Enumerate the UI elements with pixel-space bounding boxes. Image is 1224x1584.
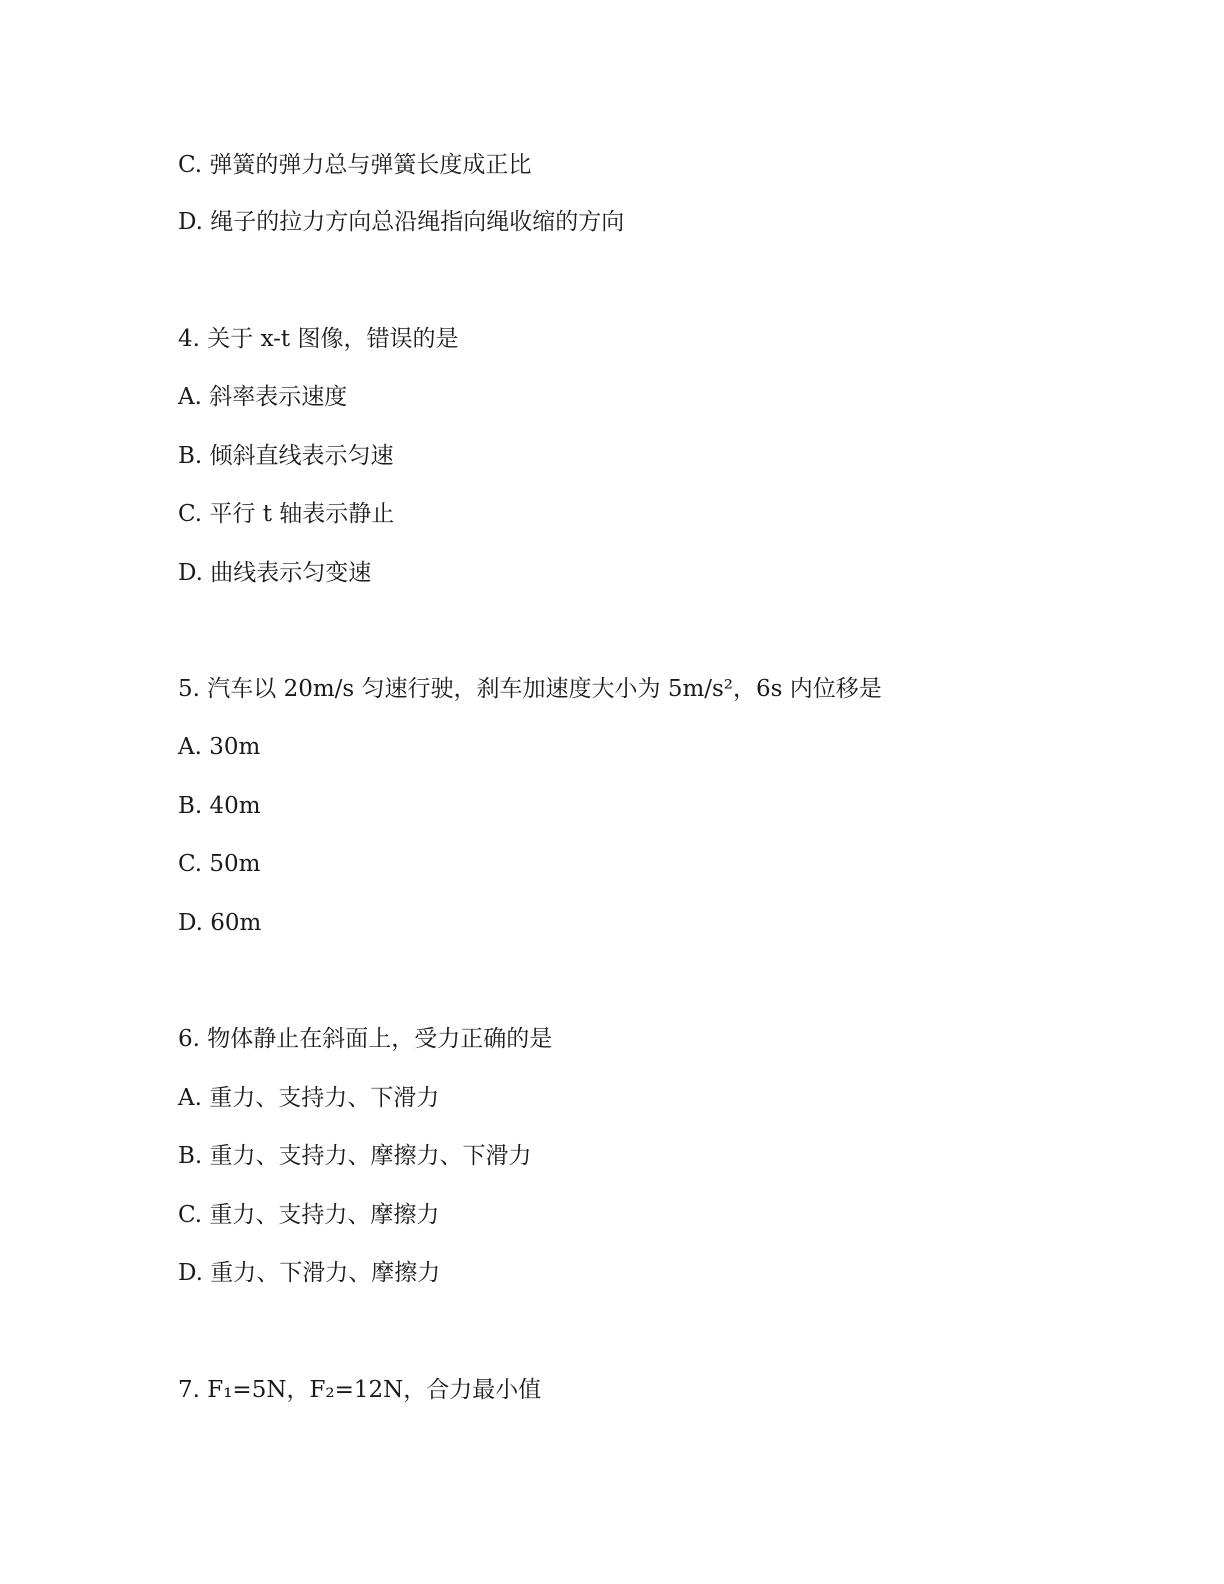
option-b-q5: B. 40m [178,793,261,819]
option-d-q5: D. 60m [178,910,262,936]
question-7: 7. F₁=5N，F₂=12N，合力最小值 [178,1377,542,1403]
option-c-q4: C. 平行 t 轴表示静止 [178,501,395,527]
question-6: 6. 物体静止在斜面上，受力正确的是 [178,1026,553,1052]
option-b-q4: B. 倾斜直线表示匀速 [178,443,394,469]
option-a-q6: A. 重力、支持力、下滑力 [178,1085,440,1111]
option-a-q5: A. 30m [178,734,261,760]
question-4: 4. 关于 x-t 图像，错误的是 [178,326,459,352]
option-d-q4: D. 曲线表示匀变速 [178,560,372,586]
option-c-q6: C. 重力、支持力、摩擦力 [178,1202,440,1228]
option-d-q6: D. 重力、下滑力、摩擦力 [178,1260,441,1286]
option-c-q5: C. 50m [178,851,261,877]
option-a-q4: A. 斜率表示速度 [178,384,348,410]
question-5: 5. 汽车以 20m/s 匀速行驶，刹车加速度大小为 5m/s²，6s 内位移是 [178,676,882,702]
option-b-q6: B. 重力、支持力、摩擦力、下滑力 [178,1143,532,1169]
option-c-q3: C. 弹簧的弹力总与弹簧长度成正比 [178,152,532,178]
option-d-q3: D. 绳子的拉力方向总沿绳指向绳收缩的方向 [178,209,625,235]
